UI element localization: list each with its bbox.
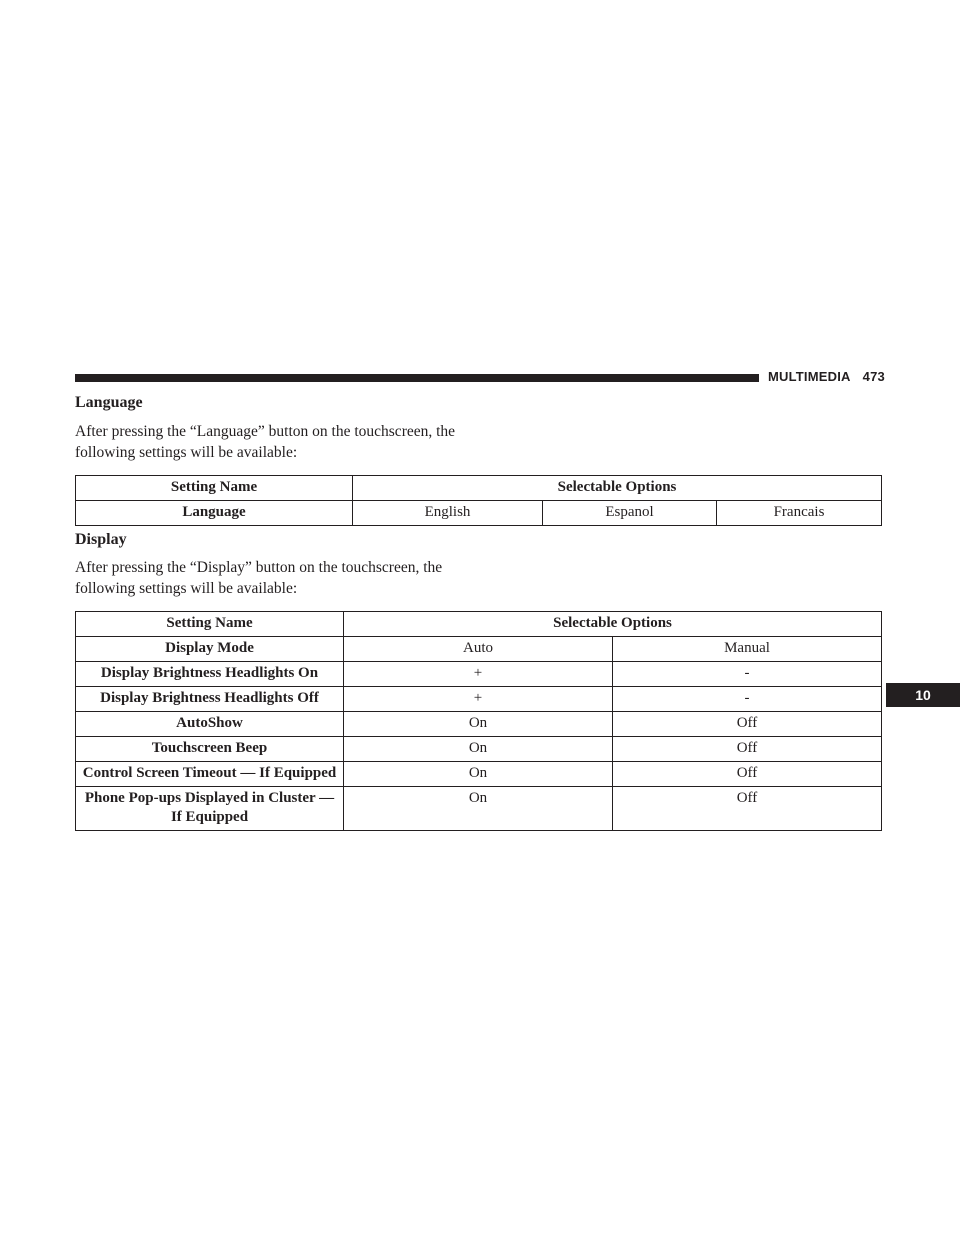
table-row	[76, 637, 882, 662]
column-header-setting-name: Setting Name	[76, 612, 344, 637]
option-cell: On	[344, 737, 613, 762]
language-heading: Language	[75, 394, 143, 411]
option-cell: Off	[613, 712, 882, 737]
display-settings-table	[75, 611, 882, 831]
table-row	[76, 787, 882, 831]
display-intro: After pressing the “Display” button on the touchscreen, the following settings will be available:	[75, 559, 443, 597]
running-head-rule	[75, 374, 759, 382]
option-cell: +	[344, 662, 613, 687]
section-title: MULTIMEDIA	[768, 369, 851, 384]
setting-name-cell: Touchscreen Beep	[76, 737, 344, 762]
option-cell: Espanol	[543, 501, 717, 526]
language-settings-table	[75, 475, 882, 526]
page-number: 473	[862, 369, 885, 384]
table-header-row	[76, 612, 882, 637]
option-cell: Manual	[613, 637, 882, 662]
column-header-selectable-options: Selectable Options	[353, 476, 882, 501]
running-head	[768, 369, 885, 384]
column-header-setting-name: Setting Name	[76, 476, 353, 501]
setting-name-cell: Control Screen Timeout — If Equipped	[76, 762, 344, 787]
setting-name-cell: Language	[76, 501, 353, 526]
option-cell: On	[344, 787, 613, 831]
option-cell: English	[353, 501, 543, 526]
option-cell: On	[344, 712, 613, 737]
column-header-selectable-options: Selectable Options	[344, 612, 882, 637]
table-row	[76, 501, 882, 526]
option-cell: -	[613, 687, 882, 712]
table-row	[76, 762, 882, 787]
option-cell: Auto	[344, 637, 613, 662]
option-cell: Off	[613, 737, 882, 762]
option-cell: Francais	[717, 501, 882, 526]
table-row	[76, 662, 882, 687]
setting-name-cell: Display Mode	[76, 637, 344, 662]
table-header-row	[76, 476, 882, 501]
setting-name-cell: Phone Pop-ups Displayed in Cluster — If Equipped	[76, 787, 344, 831]
chapter-tab: 10	[886, 683, 960, 707]
table-row	[76, 687, 882, 712]
language-intro: After pressing the “Language” button on the touchscreen, the following settings will be available:	[75, 423, 456, 461]
option-cell: On	[344, 762, 613, 787]
option-cell: Off	[613, 787, 882, 831]
setting-name-cell: Display Brightness Headlights Off	[76, 687, 344, 712]
table-row	[76, 712, 882, 737]
setting-name-cell: AutoShow	[76, 712, 344, 737]
display-heading: Display	[75, 531, 127, 548]
option-cell: +	[344, 687, 613, 712]
table-row	[76, 737, 882, 762]
option-cell: Off	[613, 762, 882, 787]
option-cell: -	[613, 662, 882, 687]
setting-name-cell: Display Brightness Headlights On	[76, 662, 344, 687]
